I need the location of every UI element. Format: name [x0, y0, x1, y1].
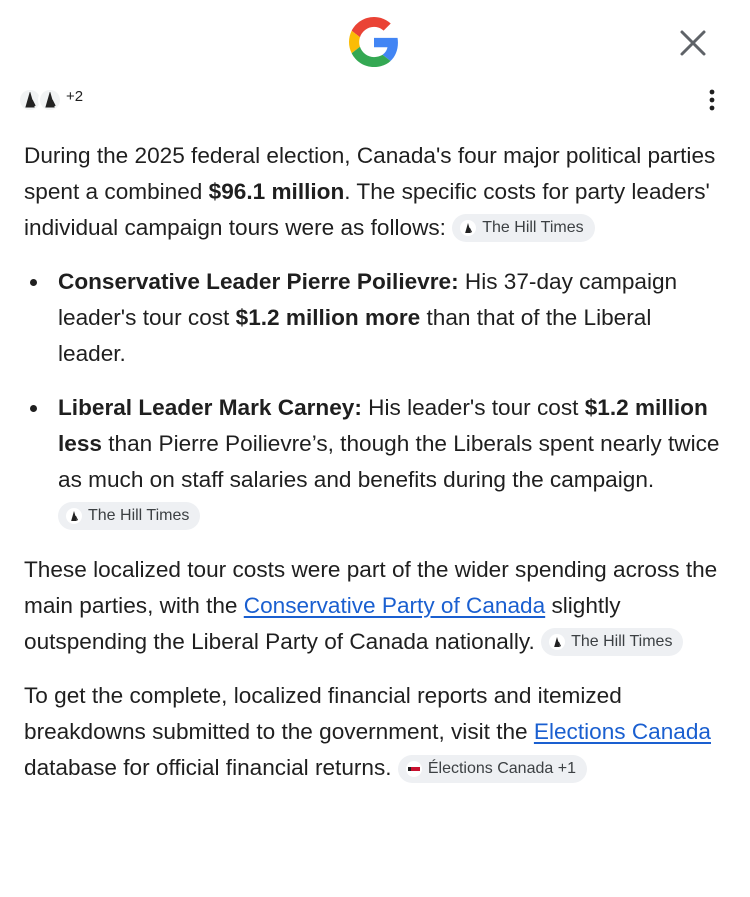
hill-times-favicon-icon — [460, 220, 476, 236]
elections-canada-favicon-icon — [406, 761, 422, 777]
citation-label: The Hill Times — [571, 633, 673, 650]
intro-paragraph — [24, 138, 724, 246]
bullet-text: His 37-day campaign leader's tour cost — [58, 269, 678, 330]
total-spending-bold: $96.1 million — [208, 179, 345, 204]
resources-text: To get the complete, localized financial reports and itemized breakdowns submitted to the government, visit the — [24, 683, 622, 744]
citation-chip-hill-times[interactable] — [541, 628, 683, 656]
citation-label: The Hill Times — [88, 507, 190, 524]
context-text: These localized tour costs were part of the wider spending across the main parties, with the — [24, 557, 718, 618]
bullet-lead: Liberal Leader Mark Carney: — [58, 395, 362, 420]
hill-times-favicon-icon — [38, 88, 62, 112]
ai-overview-content — [24, 138, 724, 786]
list-item — [24, 390, 724, 534]
citation-chip-hill-times[interactable] — [452, 214, 594, 242]
google-g-logo-icon — [349, 17, 399, 67]
bullet-bold: $1.2 million less — [58, 395, 708, 456]
hill-times-favicon-icon — [549, 634, 565, 650]
citation-label: The Hill Times — [482, 219, 584, 236]
resources-text-continued: database for official financial returns. — [24, 755, 392, 780]
bullet-text: than Pierre Poilievre’s, though the Liberals spent nearly twice as much on staff salaries and benefits during the campaign. — [58, 431, 720, 492]
elections-canada-link[interactable]: Elections Canada — [533, 719, 711, 744]
sources-more-count: +2 — [66, 87, 84, 105]
hill-times-favicon-icon — [66, 508, 82, 524]
bullet-lead: Conservative Leader Pierre Poilievre: — [58, 269, 459, 294]
leader-costs-list — [24, 264, 724, 534]
bullet-bold: $1.2 million more — [235, 305, 421, 330]
citation-chip-hill-times[interactable] — [58, 502, 200, 530]
bullet-text: His leader's tour cost — [361, 395, 585, 420]
more-vertical-icon[interactable] — [700, 88, 724, 112]
bullet-text: than that of the Liberal leader. — [58, 305, 652, 366]
conservative-party-link[interactable]: Conservative Party of Canada — [243, 593, 546, 618]
intro-text-continued: . The specific costs for party leaders' individual campaign tours were as follows: — [24, 179, 710, 240]
citation-chip-elections-canada[interactable] — [398, 755, 587, 783]
context-text-continued: slightly outspending the Liberal Party of Canada nationally. — [24, 593, 621, 654]
intro-text: During the 2025 federal election, Canada's four major political parties spent a combined — [24, 143, 716, 204]
list-item — [24, 264, 724, 372]
close-icon[interactable] — [677, 27, 709, 59]
resources-paragraph — [24, 678, 724, 786]
sources-row[interactable] — [18, 86, 83, 114]
citation-label: Élections Canada +1 — [427, 760, 576, 777]
context-paragraph — [24, 552, 724, 660]
